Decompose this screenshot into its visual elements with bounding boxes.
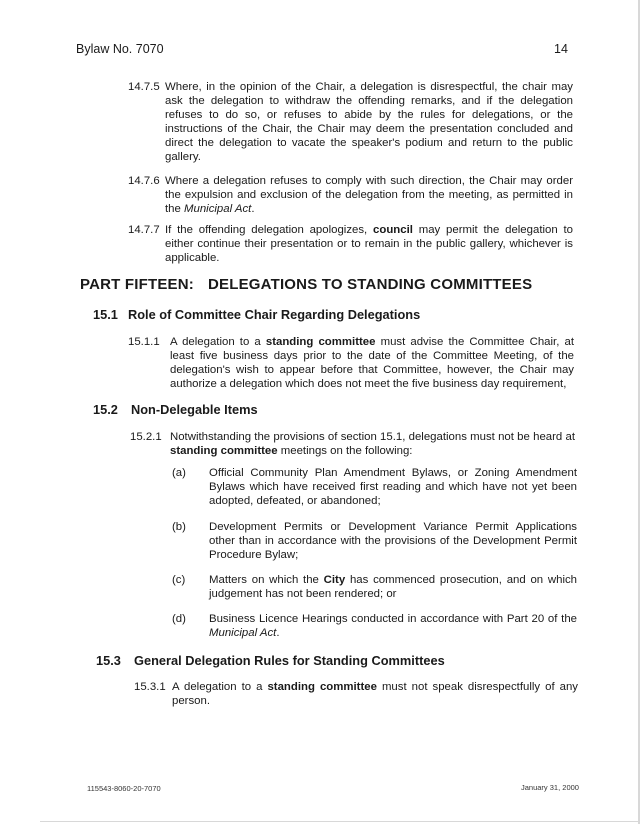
- list-item-label: (c): [172, 574, 186, 586]
- clause-text-tail: meetings on the following:: [277, 445, 413, 457]
- page-number: 14: [554, 42, 568, 56]
- act-reference: Municipal Act: [209, 627, 277, 639]
- clause-number: 15.2.1: [130, 431, 162, 443]
- clause-number: 14.7.6: [128, 175, 160, 187]
- clause-text: A delegation to a: [172, 681, 268, 693]
- list-item-label: (a): [172, 467, 186, 479]
- section-number: 15.3: [96, 653, 121, 668]
- clause-text-tail: must not speak disrespectfully of any person.: [172, 681, 578, 707]
- list-item: [209, 612, 577, 640]
- defined-term: City: [323, 574, 346, 586]
- part-label: PART FIFTEEN:: [80, 276, 194, 293]
- act-reference: Municipal Act: [184, 203, 252, 215]
- clause-number: 14.7.7: [128, 224, 160, 236]
- item-text: Business Licence Hearings conducted in accordance with Part 20 of the: [209, 613, 577, 625]
- clause-number: 14.7.5: [128, 81, 160, 93]
- section-title: Role of Committee Chair Regarding Delegations: [128, 307, 421, 322]
- defined-term: standing committee: [170, 445, 278, 457]
- list-item-label: (b): [172, 521, 186, 533]
- part-heading: [80, 276, 532, 293]
- clause-number: 15.1.1: [128, 336, 160, 348]
- list-item: [209, 573, 577, 601]
- part-title: DELEGATIONS TO STANDING COMMITTEES: [207, 276, 533, 293]
- clause-number: 15.3.1: [134, 681, 166, 693]
- clause-15-1-1: [170, 335, 574, 391]
- defined-term: council: [373, 224, 413, 236]
- section-title: Non-Delegable Items: [131, 402, 258, 417]
- clause-14-7-7: [165, 223, 573, 265]
- list-item: Official Community Plan Amendment Bylaws, or Zoning Amendment Bylaws which have received first reading and which have not yet been adopted, defeated, or abandoned;: [209, 467, 577, 507]
- scan-edge-bottom: [40, 821, 640, 822]
- defined-term: standing committee: [267, 681, 377, 693]
- section-title: General Delegation Rules for Standing Committees: [134, 653, 445, 668]
- clause-text-tail: .: [251, 203, 255, 215]
- clause-text-tail: may permit the delegation to either continue their presentation or to remain in the public gallery, whichever is applicable.: [165, 224, 573, 264]
- bylaw-number: Bylaw No. 7070: [76, 42, 164, 56]
- clause-text: If the offending delegation apologizes,: [165, 224, 374, 236]
- section-number: 15.2: [93, 402, 118, 417]
- clause-14-7-5: Where, in the opinion of the Chair, a delegation is disrespectful, the chair may ask the delegation to withdraw the offending remarks, and if the delegation refuses to do so, or refuses to abide by the rules for delegations, or the instructions of the Chair, the Chair may deem the presentation concluded and direct the delegation to vacate the speaker's podium and return to the public gallery.: [165, 81, 573, 163]
- clause-15-2-1: [170, 430, 575, 458]
- document-date: January 31, 2000: [521, 783, 579, 792]
- clause-14-7-6: [165, 174, 573, 216]
- section-number: 15.1: [93, 307, 118, 322]
- item-text: Matters on which the: [209, 574, 324, 586]
- clause-text-tail: must advise the Committee Chair, at least five business days prior to the date of the Committee Meeting, of the delegation's wish to appear before that Committee, however, the Chair may authorize a delegation which does not meet the five business day requirement,: [170, 336, 574, 390]
- list-item: Development Permits or Development Variance Permit Applications other than in accordance with the provisions of the Development Permit Procedure Bylaw;: [209, 521, 577, 561]
- item-text-tail: has commenced prosecution, and on which judgement has not been rendered; or: [209, 574, 578, 600]
- defined-term: standing committee: [265, 336, 376, 348]
- clause-text: A delegation to a: [170, 336, 266, 348]
- list-item-label: (d): [172, 613, 186, 625]
- clause-text: Where a delegation refuses to comply with such direction, the Chair may order the expulsion and exclusion of the delegation from the meeting, as permitted in the: [165, 175, 573, 215]
- clause-text: Notwithstanding the provisions of section 15.1, delegations must not be heard at: [170, 431, 575, 443]
- clause-15-3-1: [172, 680, 578, 708]
- document-code: 115543-8060-20-7070: [87, 784, 161, 793]
- item-text-tail: .: [276, 627, 280, 639]
